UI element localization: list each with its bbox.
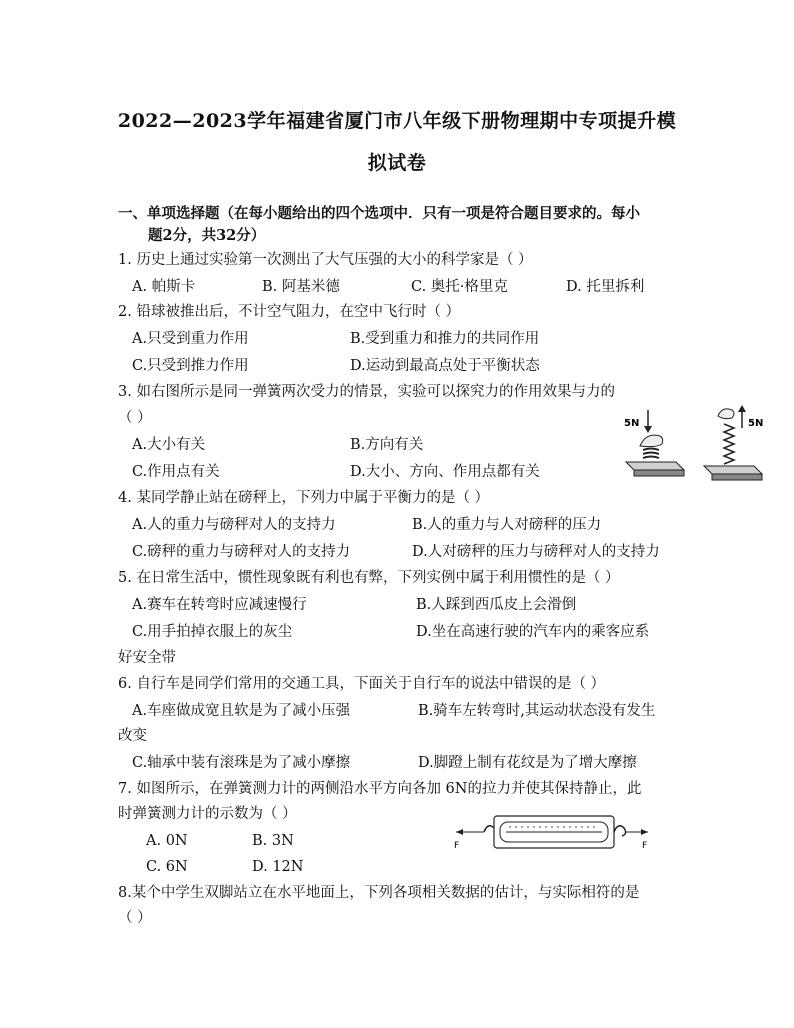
q3-option-a: A.大小有关 (132, 437, 206, 453)
q2-option-d: D.运动到最高点处于平衡状态 (350, 358, 540, 374)
q6-option-b-cont: 改变 (118, 728, 147, 744)
q1-stem: 1. 历史上通过实验第一次测出了大气压强的大小的科学家是（ ） (118, 252, 533, 268)
q4-stem: 4. 某同学静止站在磅秤上，下列力中属于平衡力的是（ ） (118, 490, 490, 506)
q7-stem-cont: 时弹簧测力计的示数为（ ） (118, 806, 297, 822)
q3-stem-cont: （ ） (118, 410, 152, 426)
q8-stem: 8.某个中学生双脚站立在水平地面上，下列各项相关数据的估计，与实际相符的是 (118, 885, 640, 901)
q3-option-b: B.方向有关 (350, 437, 424, 453)
right-force-label: 5N (748, 418, 764, 429)
q6-option-a: A.车座做成宽且软是为了减小压强 (132, 703, 351, 719)
right-pull-label: F (642, 841, 648, 851)
q2-option-c: C.只受到推力作用 (132, 358, 249, 374)
q4-option-a: A.人的重力与磅秤对人的支持力 (132, 517, 336, 533)
q6-option-c: C.轴承中装有滚珠是为了减小摩擦 (132, 755, 351, 771)
q6-option-b: B.骑车左转弯时,其运动状态没有发生 (418, 703, 656, 719)
left-force-label: 5N (624, 418, 640, 429)
q2-option-b: B.受到重力和推力的共同作用 (350, 331, 540, 347)
q1-option-b: B. 阿基米德 (262, 279, 340, 295)
q5-option-c: C.用手拍掉衣服上的灰尘 (132, 624, 293, 640)
q3-stem: 3. 如右图所示是同一弹簧两次受力的情景，实验可以探究力的作用效果与力的 (118, 384, 615, 400)
q7-stem: 7. 如图所示，在弹簧测力计的两侧沿水平方向各加 6N的拉力并使其保持静止，此 (118, 781, 642, 797)
q6-stem: 6. 自行车是同学们常用的交通工具，下面关于自行车的说法中错误的是（ ） (118, 676, 606, 692)
q1-option-d: D. 托里拆利 (566, 279, 645, 295)
section-heading-cont: 题2分，共32分） (148, 227, 266, 244)
q2-stem: 2. 铅球被推出后，不计空气阻力，在空中飞行时（ ） (118, 304, 461, 320)
section-heading: 一、单项选择题（在每小题给出的四个选项中．只有一项是符合题目要求的。每小 (118, 205, 640, 222)
left-pull-label: F (454, 841, 460, 851)
q3-option-c: C.作用点有关 (132, 464, 220, 480)
exam-title-line1: 2022—2023学年福建省厦门市八年级下册物理期中专项提升模 (117, 110, 677, 132)
q5-option-b: B.人踩到西瓜皮上会滑倒 (416, 597, 577, 613)
q7-option-d: D. 12N (252, 859, 304, 875)
exam-title-line2: 拟试卷 (367, 152, 427, 174)
spring-figure (618, 402, 768, 482)
q1-option-a: A. 帕斯卡 (132, 279, 196, 295)
q4-option-c: C.磅秤的重力与磅秤对人的支持力 (132, 544, 351, 560)
q1-option-c: C. 奥托·格里克 (411, 279, 508, 295)
q2-option-a: A.只受到重力作用 (132, 331, 249, 347)
q4-option-b: B.人的重力与人对磅秤的压力 (412, 517, 602, 533)
q6-option-d: D.脚蹬上制有花纹是为了增大摩擦 (418, 755, 637, 771)
q7-option-b: B. 3N (252, 833, 294, 849)
q5-option-d-cont: 好安全带 (118, 650, 176, 666)
q5-stem: 5. 在日常生活中，惯性现象既有利也有弊，下列实例中属于利用惯性的是（ ） (118, 570, 620, 586)
q7-option-a: A. 0N (146, 833, 188, 849)
q4-option-d: D.人对磅秤的压力与磅秤对人的支持力 (412, 544, 660, 560)
q5-option-a: A.赛车在转弯时应减速慢行 (132, 597, 307, 613)
q7-option-c: C. 6N (146, 859, 188, 875)
spring-balance-figure (450, 808, 660, 860)
q3-option-d: D.大小、方向、作用点都有关 (350, 464, 540, 480)
q5-option-d: D.坐在高速行驶的汽车内的乘客应系 (416, 624, 650, 640)
stretched-spring-image (704, 405, 762, 480)
q8-stem-cont: （ ） (118, 910, 152, 926)
